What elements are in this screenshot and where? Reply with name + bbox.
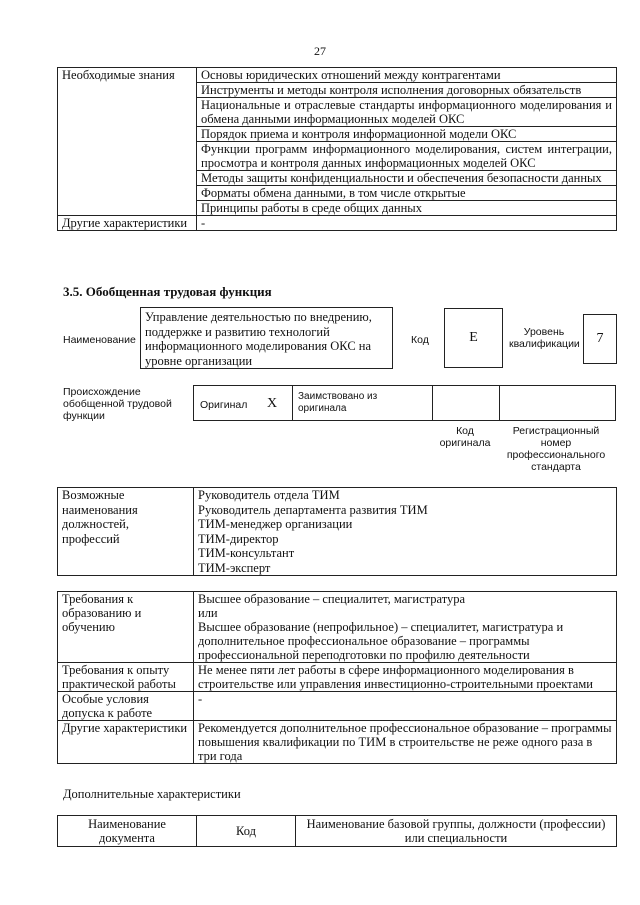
function-name-value: Управление деятельностью по внедрению, поддержке и развитию технологий информационного моделирования ОКС на уровне организации bbox=[140, 307, 393, 369]
knowledge-item: Порядок приема и контроля информационной модели ОКС bbox=[197, 127, 617, 142]
additional-table bbox=[57, 815, 617, 847]
knowledge-item: Форматы обмена данными, в том числе открытые bbox=[197, 186, 617, 201]
requirements-table bbox=[57, 591, 617, 764]
section-title: 3.5. Обобщенная трудовая функция bbox=[63, 284, 272, 299]
code-orig-label: Код оригинала bbox=[439, 425, 491, 449]
origin-label: Происхождение обобщенной трудовой функции bbox=[63, 386, 172, 422]
reg-num-label: Регистрационный номер профессионального стандарта bbox=[506, 425, 606, 473]
req-other-label: Другие характеристики bbox=[58, 721, 194, 764]
original-mark: X bbox=[267, 396, 278, 411]
position-item: Руководитель департамента развития ТИМ bbox=[194, 503, 617, 518]
req-other-value: Рекомендуется дополнительное профессиональное образование – программы повышения квалификации по ТИМ в строительстве не реже одного раза в три года bbox=[194, 721, 617, 764]
other-chars-value: - bbox=[197, 216, 617, 231]
code-value: E bbox=[444, 308, 503, 368]
code-label: Код bbox=[411, 334, 429, 346]
req-line: или bbox=[198, 606, 218, 620]
knowledge-item: Инструменты и методы контроля исполнения договорных обязательств bbox=[197, 83, 617, 98]
col-code: Код bbox=[197, 816, 296, 847]
req-education-label: Требования к образованию и обучению bbox=[58, 592, 194, 663]
positions-label: Возможные наименования должностей, профессий bbox=[58, 488, 194, 576]
knowledge-label: Необходимые знания bbox=[58, 68, 197, 216]
knowledge-table bbox=[57, 67, 617, 231]
level-value: 7 bbox=[583, 314, 617, 364]
knowledge-item: Методы защиты конфиденциальности и обеспечения безопасности данных bbox=[197, 171, 617, 186]
additional-title: Дополнительные характеристики bbox=[63, 787, 241, 801]
col-base-group: Наименование базовой группы, должности (профессии) или специальности bbox=[296, 816, 617, 847]
borrowed-label: Заимствовано из оригинала bbox=[298, 391, 378, 414]
knowledge-item: Функции программ информационного моделирования, систем интеграции, просмотра и контроля данных информационных моделей ОКС bbox=[197, 142, 617, 171]
req-line: Высшее образование (непрофильное) – специалитет, магистратура и дополнительное профессиональное образование – программы профессиональной переподготовки по профилю деятельности bbox=[198, 620, 564, 662]
other-chars-label: Другие характеристики bbox=[58, 216, 197, 231]
position-item: ТИМ-директор bbox=[194, 532, 617, 547]
knowledge-item: Принципы работы в среде общих данных bbox=[197, 201, 617, 216]
origin-row bbox=[193, 385, 616, 421]
req-education-value bbox=[194, 592, 617, 663]
req-special-value: - bbox=[194, 692, 617, 721]
knowledge-item: Основы юридических отношений между контрагентами bbox=[197, 68, 617, 83]
req-special-label: Особые условия допуска к работе bbox=[58, 692, 194, 721]
original-label: Оригинал bbox=[200, 399, 248, 411]
position-item: ТИМ-эксперт bbox=[194, 561, 617, 576]
req-experience-value: Не менее пяти лет работы в сфере информационного моделирования в строительстве или управления инвестиционно-строительными проектами bbox=[194, 663, 617, 692]
page-number: 27 bbox=[314, 44, 326, 58]
req-line: Высшее образование – специалитет, магистратура bbox=[198, 592, 466, 606]
positions-table bbox=[57, 487, 617, 576]
knowledge-item: Национальные и отраслевые стандарты информационного моделирования и обмена данными информационных моделей ОКС bbox=[197, 98, 617, 127]
position-item: ТИМ-консультант bbox=[194, 546, 617, 561]
req-experience-label: Требования к опыту практической работы bbox=[58, 663, 194, 692]
col-document-name: Наименование документа bbox=[58, 816, 197, 847]
position-item: ТИМ-менеджер организации bbox=[194, 517, 617, 532]
name-label: Наименование bbox=[63, 334, 136, 346]
position-item: Руководитель отдела ТИМ bbox=[194, 488, 617, 503]
level-label: Уровень квалификации bbox=[509, 326, 580, 350]
